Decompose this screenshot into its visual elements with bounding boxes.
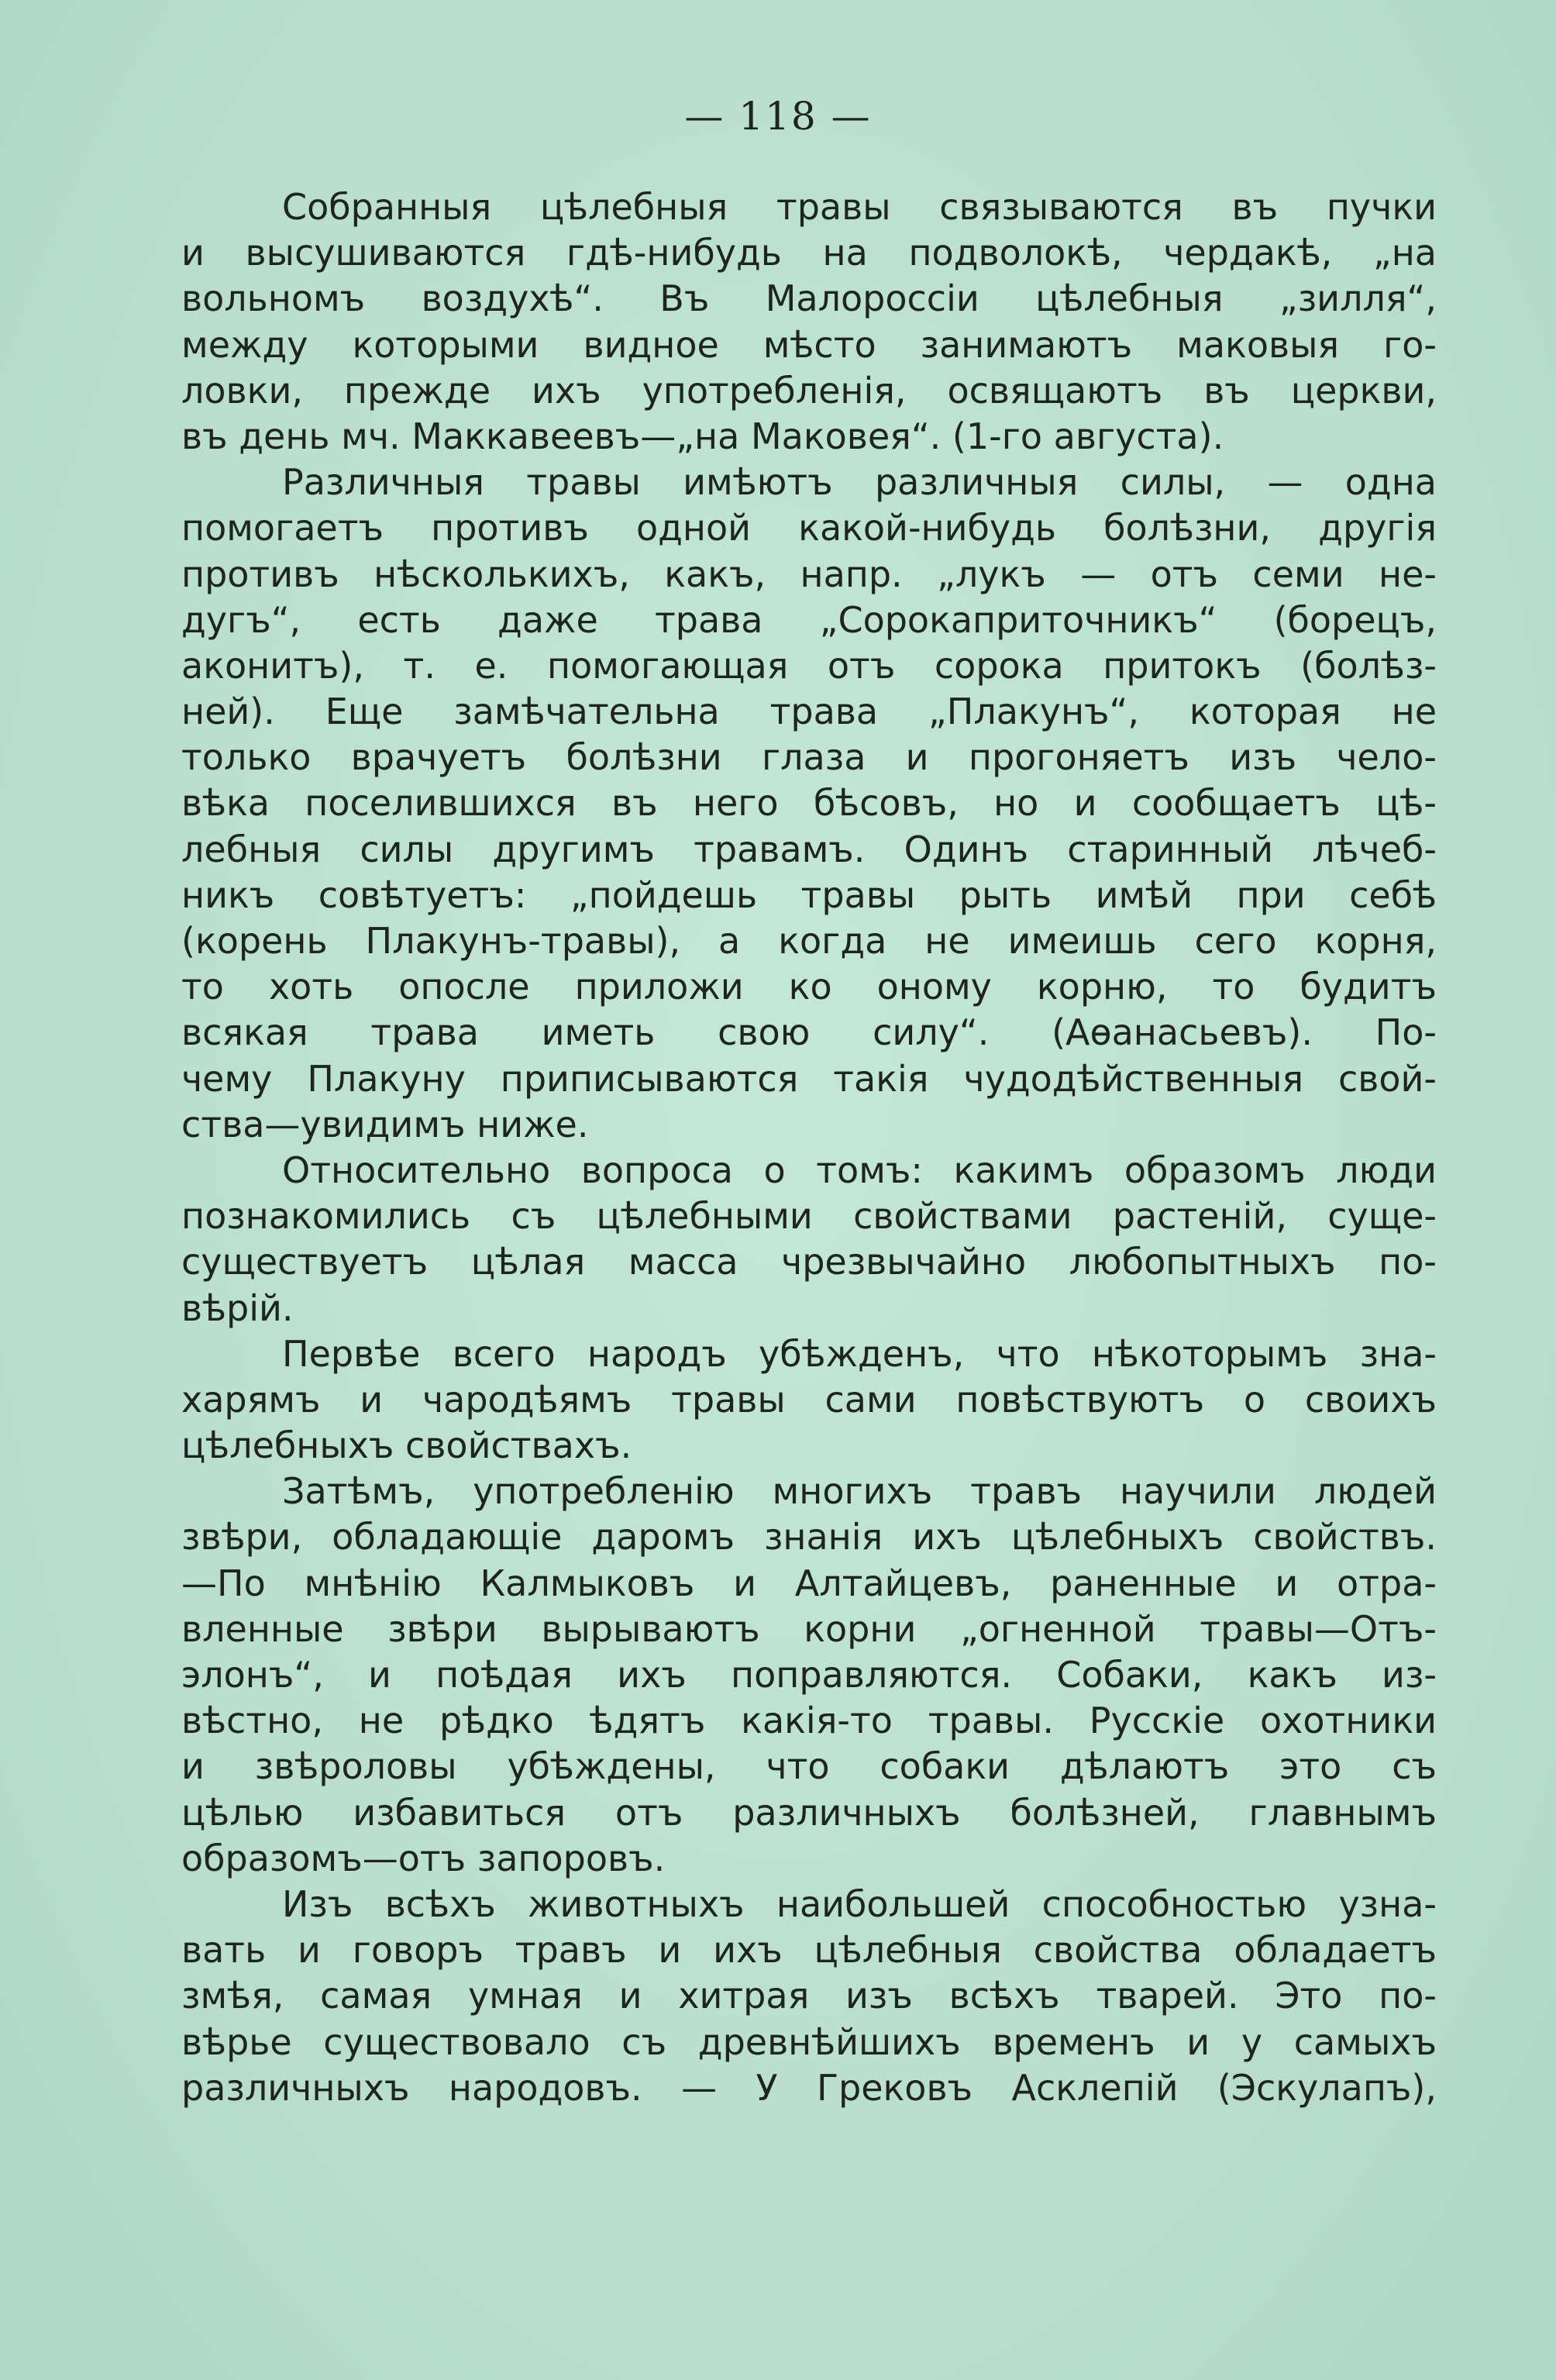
- text-line: существуетъ цѣлая масса чрезвычайно любопытныхъ по-: [181, 1241, 1437, 1283]
- text-line: и звѣроловы убѣждены, что собаки дѣлаютъ это съ: [181, 1745, 1437, 1788]
- text-line: ловки, прежде ихъ употребленія, освящаютъ въ церкви,: [181, 369, 1437, 412]
- text-line: элонъ“, и поѣдая ихъ поправляются. Собаки, какъ из-: [181, 1654, 1437, 1696]
- text-line: звѣри, обладающіе даромъ знанія ихъ цѣлебныхъ свойствъ.: [181, 1516, 1437, 1559]
- text-line: и высушиваются гдѣ-нибудь на подволокѣ, чердакѣ, „на: [181, 232, 1437, 274]
- paragraph: [181, 1882, 1437, 2111]
- paragraph: [181, 460, 1437, 1148]
- text-line: всякая трава иметь свою силу“. (Аѳанасьевъ). По-: [181, 1011, 1437, 1054]
- text-line: различныхъ народовъ. — У Грековъ Асклепій (Эскулапъ),: [181, 2066, 1437, 2109]
- text-line: дугъ“, есть даже трава „Сорокаприточникъ“ (борецъ,: [181, 598, 1437, 641]
- paragraph: [181, 1469, 1437, 1882]
- text-line: —По мнѣнію Калмыковъ и Алтайцевъ, раненные и отра-: [181, 1562, 1437, 1604]
- text-line: вѣка поселившихся въ него бѣсовъ, но и сообщаетъ цѣ-: [181, 782, 1437, 825]
- text-line: въ день мч. Маккавеевъ—„на Маковея“. (1-го августа).: [181, 415, 1224, 457]
- text-line: образомъ—отъ запоровъ.: [181, 1837, 666, 1879]
- text-line: Собранныя цѣлебныя травы связываются въ пучки: [282, 186, 1437, 228]
- text-line: лебныя силы другимъ травамъ. Одинъ старинный лѣчеб-: [181, 828, 1437, 870]
- paragraph: [181, 1148, 1437, 1331]
- text-line: (корень Плакунъ-травы), а когда не имеишь сего корня,: [181, 920, 1437, 962]
- text-line: вать и говоръ травъ и ихъ цѣлебныя свойства обладаетъ: [181, 1929, 1437, 1972]
- text-line: вѣрье существовало съ древнѣйшихъ временъ и у самыхъ: [181, 2020, 1437, 2063]
- text-line: Различныя травы имѣютъ различныя силы, — одна: [282, 461, 1437, 504]
- text-line: познакомились съ цѣлебными свойствами растеній, суще-: [181, 1195, 1437, 1238]
- text-line: между которыми видное мѣсто занимаютъ маковыя го-: [181, 323, 1437, 366]
- text-line: чему Плакуну приписываются такія чудодѣйственныя свой-: [181, 1057, 1437, 1100]
- text-line: цѣлебныхъ свойствахъ.: [181, 1424, 632, 1467]
- page-number: — 118 —: [684, 94, 872, 139]
- text-line: змѣя, самая умная и хитрая изъ всѣхъ тварей. Это по-: [181, 1975, 1437, 2017]
- text-line: противъ нѣсколькихъ, какъ, напр. „лукъ — отъ семи не-: [181, 553, 1437, 595]
- text-line: помогаетъ противъ одной какой-нибудь болѣзни, другія: [181, 507, 1437, 549]
- text-line: ства—увидимъ ниже.: [181, 1103, 589, 1145]
- paragraph: [181, 1331, 1437, 1469]
- text-line: цѣлью избавиться отъ различныхъ болѣзней, главнымъ: [181, 1791, 1437, 1834]
- text-line: Затѣмъ, употребленію многихъ травъ научили людей: [282, 1470, 1437, 1513]
- text-line: вѣрій.: [181, 1286, 294, 1329]
- text-line: ней). Еще замѣчательна трава „Плакунъ“, которая не: [181, 691, 1437, 733]
- text-line: аконитъ), т. е. помогающая отъ сорока притокъ (болѣз-: [181, 644, 1437, 687]
- text-line: Изъ всѣхъ животныхъ наибольшей способностью узна-: [282, 1882, 1437, 1925]
- text-line: никъ совѣтуетъ: „пойдешь травы рыть имѣй при себѣ: [181, 873, 1437, 916]
- text-line: вленные звѣри вырываютъ корни „огненной травы—Отъ-: [181, 1607, 1437, 1650]
- text-line: харямъ и чародѣямъ травы сами повѣствуютъ о своихъ: [181, 1378, 1437, 1421]
- paragraph: [181, 184, 1437, 460]
- text-line: то хоть опосле приложи ко оному корню, то будитъ: [181, 966, 1437, 1008]
- text-line: вѣстно, не рѣдко ѣдятъ какія-то травы. Русскіе охотники: [181, 1700, 1437, 1742]
- text-line: только врачуетъ болѣзни глаза и прогоняетъ изъ чело-: [181, 736, 1437, 779]
- text-line: Относительно вопроса о томъ: какимъ образомъ люди: [282, 1149, 1437, 1191]
- text-body: [181, 184, 1437, 2111]
- text-line: Первѣе всего народъ убѣжденъ, что нѣкоторымъ зна-: [282, 1332, 1437, 1375]
- text-line: вольномъ воздухѣ“. Въ Малороссіи цѣлебныя „зилля“,: [181, 277, 1437, 320]
